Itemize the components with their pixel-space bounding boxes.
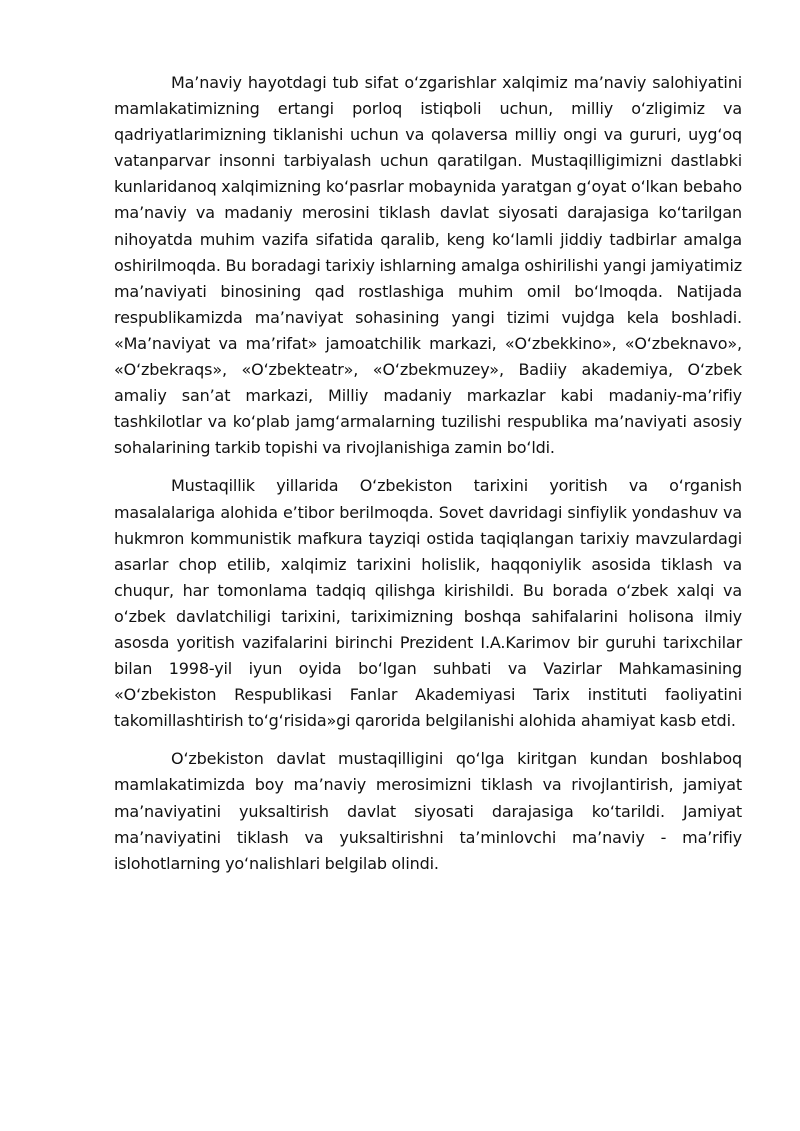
paragraph-1: Ma’naviy hayotdagi tub sifat o‘zgarishlar xalqimiz ma’naviy salohiyatini mamlakatimizning ertangi porloq istiqboli uchun, milliy o‘zligimiz va qadriyatlarimizning tiklanishi uchun va qolaversa milliy ongi va gururi, uyg‘oq vatanparvar insonni tarbiyalash uchun qaratilgan. Mustaqilligimizni dastlabki kunlaridanoq xalqimizning ko‘pasrlar mobaynida yaratgan g‘oyat o‘lkan bebaho ma’naviy va madaniy merosini tiklash davlat siyosati darajasiga ko‘tarilgan nihoyatda muhim vazifa sifatida qaralib, keng ko‘lamli jiddiy tadbirlar amalga oshirilmoqda. Bu boradagi tarixiy ishlarning amalga oshirilishi yangi jamiyatimiz ma’naviyati binosining qad rostlashiga muhim omil bo‘lmoqda. Natijada respublikamizda ma’naviyat sohasining yangi tizimi vujdga kela boshladi. «Ma’naviyat va ma’rifat» jamoatchilik markazi, «O‘zbekkino», «O‘zbeknavo», «O‘zbekraqs», «O‘zbekteatr», «O‘zbekmuzey», Badiiy akademiya, O‘zbek amaliy san’at markazi, Milliy madaniy markazlar kabi madaniy-ma’rifiy tashkilotlar va ko‘plab jamg‘armalarning tuzilishi respublika ma’naviyati asosiy sohalarining tarkib topishi va rivojlanishiga zamin bo‘ldi. <box>114 73 742 458</box>
document-page <box>114 70 742 889</box>
paragraph-2: Mustaqillik yillarida O‘zbekiston tarixini yoritish va o‘rganish masalalariga alohida e’tibor berilmoqda. Sovet davridagi sinfiylik yondashuv va hukmron kommunistik mafkura tayziqi ostida taqiqlangan tarixiy mavzulardagi asarlar chop etilib, xalqimiz tarixini holislik, haqqoniylik asosida tiklash va chuqur, har tomonlama tadqiq qilishga kirishildi. Bu borada o‘zbek xalqi va o‘zbek davlatchiligi tarixini, tariximizning boshqa sahifalarini holisona ilmiy asosda yoritish vazifalarini birinchi Prezident I.A.Karimov bir guruhi tarixchilar bilan 1998-yil iyun oyida bo‘lgan suhbati va Vazirlar Mahkamasining «O‘zbekiston Respublikasi Fanlar Akademiyasi Tarix instituti faoliyatini takomillashtirish to‘g‘risida»gi qarorida belgilanishi alohida ahamiyat kasb etdi. <box>114 476 742 731</box>
paragraph-3: O‘zbekiston davlat mustaqilligini qo‘lga kiritgan kundan boshlaboq mamlakatimizda boy ma’naviy merosimizni tiklash va rivojlantirish, jamiyat ma’naviyatini yuksaltirish davlat siyosati darajasiga ko‘tarildi. Jamiyat ma’naviyatini tiklash va yuksaltirishni ta’minlovchi ma’naviy - ma’rifiy islohotlarning yo‘nalishlari belgilab olindi. <box>114 749 742 873</box>
